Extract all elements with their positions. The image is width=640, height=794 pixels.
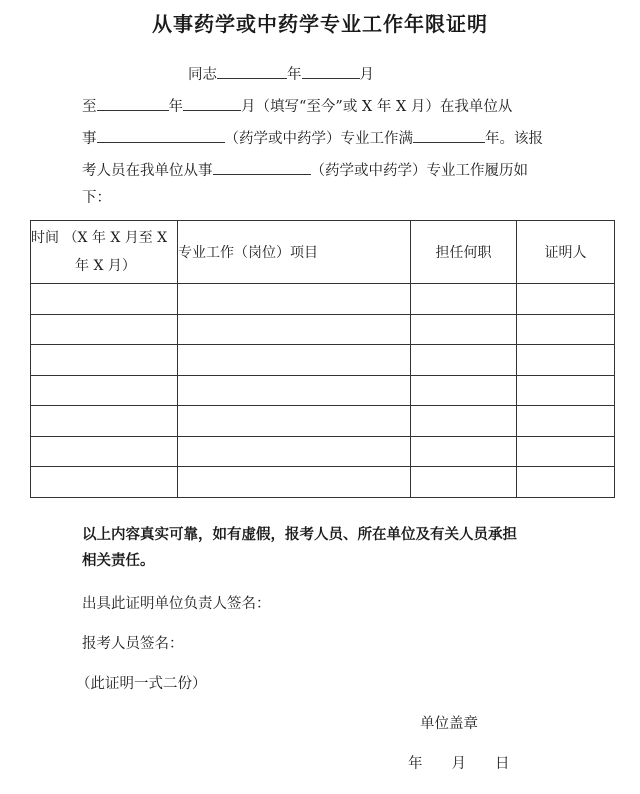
intro-line-5: 下： [82, 190, 111, 206]
intro-field-label: （药学或中药学）专业工作满 [224, 131, 413, 147]
table-cell-time[interactable] [31, 467, 178, 498]
table-cell-position[interactable] [411, 284, 517, 315]
end-year-blank[interactable] [97, 96, 169, 111]
table-row [31, 345, 615, 376]
intro-engage-label: 事 [82, 131, 97, 147]
column-header-position: 担任何职 [411, 221, 517, 284]
table-cell-witness[interactable] [517, 284, 615, 315]
column-header-project: 专业工作（岗位）项目 [178, 221, 411, 284]
column-header-witness: 证明人 [517, 221, 615, 284]
column-header-time [31, 221, 178, 284]
declaration-line-2: 相关责任。 [82, 553, 155, 569]
table-row [31, 314, 615, 345]
table-cell-project[interactable] [178, 436, 411, 467]
declaration-line-1: 以上内容真实可靠，如有虚假，报考人员、所在单位及有关人员承担 [82, 527, 517, 543]
table-cell-time[interactable] [31, 345, 178, 376]
work-history-table [30, 220, 615, 498]
table-cell-project[interactable] [178, 345, 411, 376]
intro-fill-instruction: 月（填写“至今”或 X 年 X 月）在我单位从 [241, 99, 513, 115]
start-month-blank[interactable] [302, 64, 360, 79]
table-cell-project[interactable] [178, 284, 411, 315]
years-blank[interactable] [413, 128, 485, 143]
intro-line-2 [82, 96, 512, 117]
field-blank-2[interactable] [213, 160, 311, 175]
intro-comrade-label: 同志 [188, 67, 217, 83]
table-cell-time[interactable] [31, 314, 178, 345]
table-cell-project[interactable] [178, 375, 411, 406]
name-blank[interactable] [217, 64, 287, 79]
copies-note: （此证明一式二份） [76, 676, 207, 692]
date-label: 年 月 日 [408, 756, 510, 772]
intro-line-1 [188, 64, 374, 85]
table-cell-time[interactable] [31, 406, 178, 437]
intro-history-label: （药学或中药学）专业工作履历如 [310, 163, 528, 179]
table-row [31, 375, 615, 406]
applicant-signature-label: 报考人员签名： [82, 636, 184, 652]
intro-month-label: 月 [359, 67, 374, 83]
time-header-line-2: 年 X 月） [75, 258, 136, 274]
unit-seal-label: 单位盖章 [420, 716, 478, 732]
intro-years-label: 年。该报 [485, 131, 543, 147]
table-cell-time[interactable] [31, 284, 178, 315]
table-cell-witness[interactable] [517, 436, 615, 467]
intro-line-3 [82, 128, 543, 149]
unit-head-signature-label: 出具此证明单位负责人签名： [82, 596, 271, 612]
table-cell-time[interactable] [31, 375, 178, 406]
table-cell-project[interactable] [178, 467, 411, 498]
table-header-row [31, 221, 615, 284]
table-row [31, 284, 615, 315]
time-header-line-1: 时间 （X 年 X 月至 X [31, 230, 168, 246]
table-row [31, 436, 615, 467]
table-cell-project[interactable] [178, 406, 411, 437]
intro-year-label-2: 年 [168, 99, 183, 115]
intro-to-label: 至 [82, 99, 97, 115]
table-row [31, 406, 615, 437]
table-cell-position[interactable] [411, 406, 517, 437]
table-cell-witness[interactable] [517, 375, 615, 406]
table-row [31, 467, 615, 498]
table-cell-position[interactable] [411, 467, 517, 498]
field-blank[interactable] [97, 128, 225, 143]
table-cell-position[interactable] [411, 345, 517, 376]
table-cell-position[interactable] [411, 375, 517, 406]
declaration [82, 522, 517, 574]
table-cell-position[interactable] [411, 436, 517, 467]
end-month-blank[interactable] [183, 96, 241, 111]
table-cell-position[interactable] [411, 314, 517, 345]
document-title: 从事药学或中药学专业工作年限证明 [152, 12, 488, 36]
table-cell-witness[interactable] [517, 406, 615, 437]
table-cell-witness[interactable] [517, 467, 615, 498]
intro-line-4 [82, 160, 528, 181]
table-cell-time[interactable] [31, 436, 178, 467]
table-cell-witness[interactable] [517, 314, 615, 345]
table-cell-witness[interactable] [517, 345, 615, 376]
intro-applicant-label: 考人员在我单位从事 [82, 163, 213, 179]
table-cell-project[interactable] [178, 314, 411, 345]
intro-year-label: 年 [287, 67, 302, 83]
